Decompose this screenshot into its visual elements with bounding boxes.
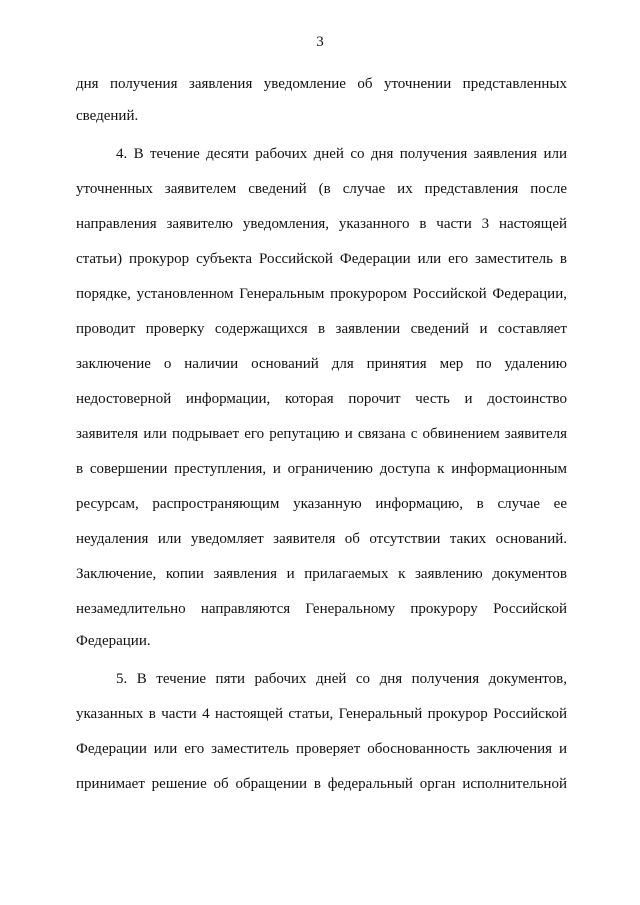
- text-line: направления заявителю уведомления, указанного в части 3 настоящей: [76, 216, 567, 232]
- text-line: проводит проверку содержащихся в заявлении сведений и составляет: [76, 321, 567, 337]
- text-line: уточненных заявителем сведений (в случае их представления после: [76, 181, 567, 197]
- text-line: незамедлительно направляются Генеральному прокурору Российской: [76, 601, 567, 617]
- text-line: принимает решение об обращении в федеральный орган исполнительной: [76, 776, 567, 792]
- text-line: статьи) прокурор субъекта Российской Федерации или его заместитель в: [76, 251, 567, 267]
- text-line: 4. В течение десяти рабочих дней со дня получения заявления или: [116, 146, 567, 162]
- text-line: неудаления или уведомляет заявителя об отсутствии таких оснований.: [76, 531, 567, 547]
- text-line: сведений.: [76, 108, 139, 124]
- text-line: ресурсам, распространяющим указанную информацию, в случае ее: [76, 496, 567, 512]
- text-line: заключение о наличии оснований для принятия мер по удалению: [76, 356, 567, 372]
- page-number: 3: [316, 34, 324, 50]
- text-line: заявителя или подрывает его репутацию и связана с обвинением заявителя: [76, 426, 567, 442]
- text-line: Заключение, копии заявления и прилагаемых к заявлению документов: [76, 566, 567, 582]
- text-line: недостоверной информации, которая порочит честь и достоинство: [76, 391, 567, 407]
- text-line: указанных в части 4 настоящей статьи, Генеральный прокурор Российской: [76, 706, 567, 722]
- text-line: дня получения заявления уведомление об уточнении представленных: [76, 76, 567, 92]
- text-line: в совершении преступления, и ограничению доступа к информационным: [76, 461, 567, 477]
- text-line: порядке, установленном Генеральным прокурором Российской Федерации,: [76, 286, 567, 302]
- text-line: Федерации или его заместитель проверяет обоснованность заключения и: [76, 741, 567, 757]
- text-line: Федерации.: [76, 633, 151, 649]
- text-line: 5. В течение пяти рабочих дней со дня получения документов,: [116, 671, 567, 687]
